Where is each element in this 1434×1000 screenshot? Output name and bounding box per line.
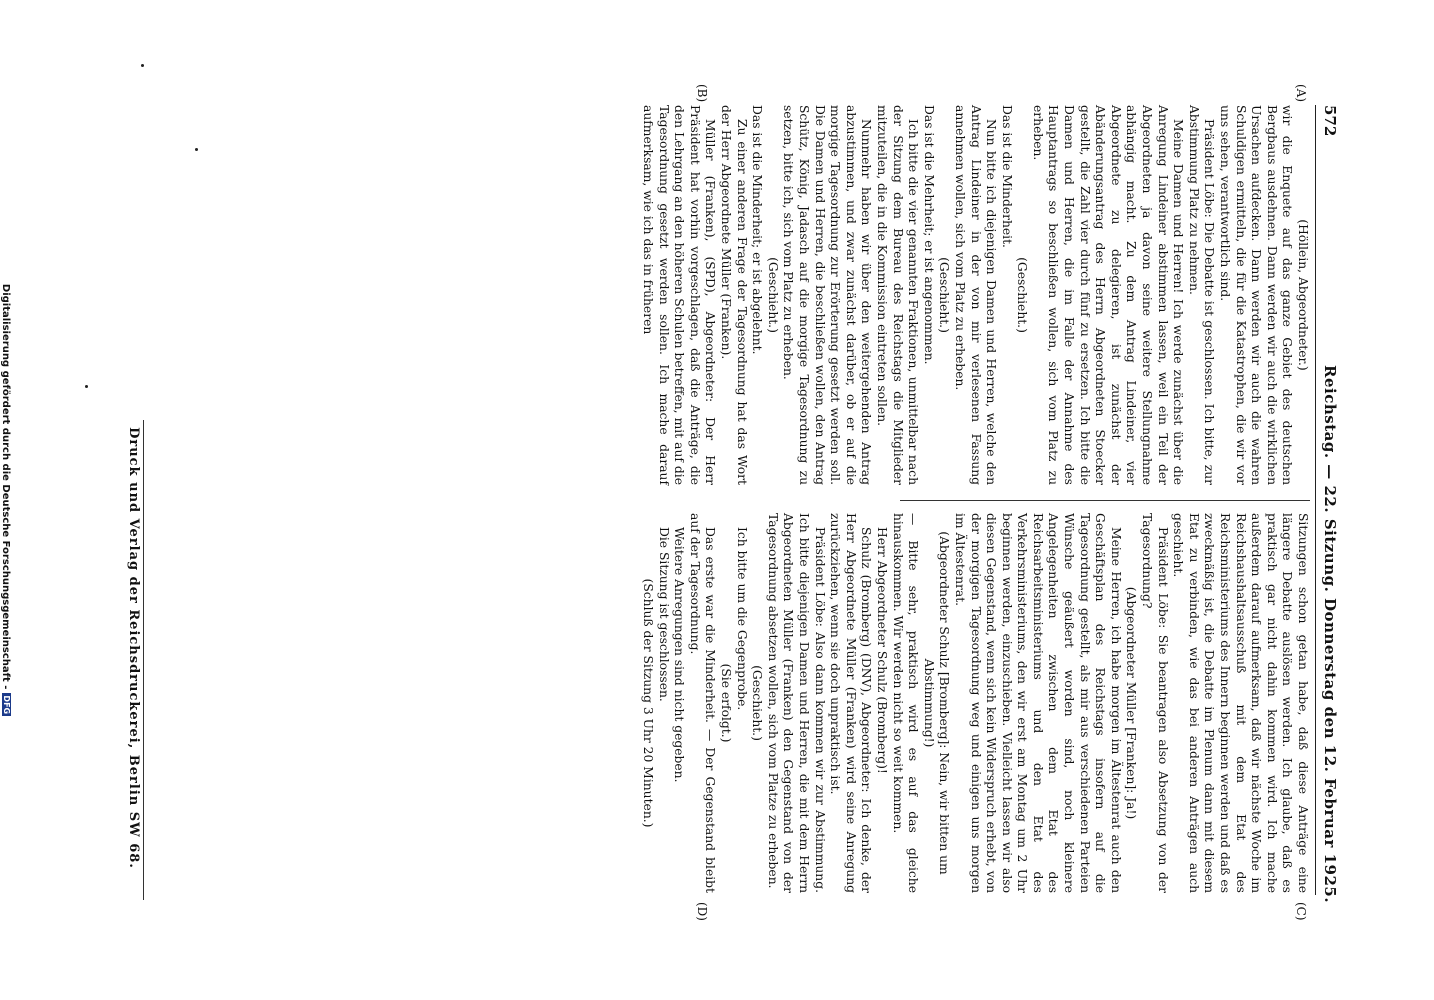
- left-column: [639, 105, 1310, 485]
- paragraph: (Geschieht.): [750, 665, 765, 741]
- paragraph: (Abgeordneter Müller [Franken]: Ja!): [1124, 586, 1139, 820]
- paragraph: Präsident Löbe: Sie beantragen also Absetzung von der Tagesordnung?: [1140, 513, 1170, 893]
- printer-imprint: Druck und Verlag der Reichsdruckerei, Berlin SW 68.: [126, 427, 141, 869]
- paragraph: Präsident Löbe: Also dann kommen wir zur Abstimmung. Ich bitte diejenigen Damen und Herren, die mit dem Herrn Abgeordneten Müller (Franken) den Gegenstand von der Tagesordnung absetzen wollen, sich vom Platze zu erheben.: [765, 513, 827, 893]
- margin-marker-c: (C): [1294, 902, 1308, 921]
- page-number: 572: [1321, 105, 1339, 137]
- paragraph: Müller (Franken), (SPD), Abgeordneter: Der Herr Präsident hat vorhin vorgeschlagen, daß die Anträge, die den Lehrgang an den höheren Schulen betreffen, mit auf die Tagesordnung gesetzt werden sollen. Ich mache darauf aufmerksam, wie ich das in früheren: [641, 105, 718, 485]
- paragraph: wir die Enquete auf das ganze Gebiet des deutschen Bergbaus ausdehnen. Dann werden wir auch die wirklichen Ursachen aufdecken. Dann werden wir auch die wahren Schuldigen ermitteln, die für die Katastrophen, die wir vor uns sehen, verantwortlich sind.: [1218, 105, 1295, 485]
- paragraph: Weitere Anregungen sind nicht gegeben.: [672, 527, 687, 783]
- header-rule: [1315, 105, 1316, 895]
- paragraph: Herr Abgeordneter Schulz (Bromberg)!: [874, 527, 889, 774]
- funding-note: [0, 0, 11, 1000]
- paragraph: Ich bitte um die Gegenprobe.: [734, 527, 749, 711]
- paragraph: — Bitte sehr, praktisch wird es auf das gleiche hinauskommen. Wir werden nicht so weit kommen.: [890, 513, 921, 893]
- paragraph: Meine Herren, ich habe morgen im Ältestenrat auch den Geschäftsplan des Reichstags insofern auf die Tagesordnung gestellt, als mir aus verschiedenen Parteien Wünsche geäußert worden sind, noch kleinere Angelegenheiten zwischen dem Etat des Reichsarbeitsministeriums und den Etat des Verkehrsministeriums, den wir erst am Montag um 2 Uhr beginnen werden, einzuschieben. Vielleicht lassen wir also diesen Gegenstand, wenn sich kein Widerspruch erhebt, von der morgigen Tagesordnung weg und einigen uns morgen im Ältestenrat.: [952, 513, 1123, 893]
- paragraph: Das ist die Minderheit.: [999, 105, 1014, 248]
- page-title: Reichstag. — 22. Sitzung. Donnerstag den 12. Februar 1925.: [1321, 365, 1339, 904]
- right-column: [639, 513, 1310, 893]
- paragraph: Nunmehr haben wir über den weitergehenden Antrag abzustimmen, und zwar zunächst darüber, ob er auf die morgige Tagesordnung zur Erörterung gesetzt werden soll. Die Damen und Herren, die beschließen wollen, den Antrag Schütz, König, Jadasch auf die morgige Tagesordnung zu setzen, bitte ich, sich vom Platz zu erheben.: [781, 105, 874, 485]
- paragraph: (Geschieht.): [1015, 257, 1030, 333]
- scan-speck: [195, 148, 198, 151]
- paragraph: (Geschieht.): [937, 257, 952, 333]
- dfg-logo: DFG: [2, 695, 11, 715]
- paragraph: (Geschieht.): [765, 257, 780, 333]
- paragraph: (Sie erfolgt.): [719, 663, 734, 743]
- paragraph: Nun bitte ich diejenigen Damen und Herren, welche den Antrag Lindeiner in der von mir verlesenen Fassung annehmen wollen, sich vom Platz zu erheben.: [952, 105, 999, 485]
- margin-marker-d: (D): [695, 902, 709, 921]
- paragraph: Präsident Löbe: Die Debatte ist geschlossen. Ich bitte, zur Abstimmung Platz zu nehmen.: [1186, 105, 1217, 485]
- bottom-rule: [143, 420, 144, 900]
- scan-speck: [141, 64, 144, 67]
- paragraph: Meine Damen und Herren! Ich werde zunächst über die Anregung Lindeiner abstimmen lassen, weil ein Teil der Abgeordneten ja davon seine weitere Stellungnahme abhängig macht. Zu dem Antrag Lindeiner, vier Abgeordnete zu delegieren, ist zunächst der Abänderungsantrag des Herrn Abgeordneten Stoecker gestellt, die Zahl vier durch fünf zu ersetzen. Ich bitte die Damen und Herren, die im Falle der Annahme des Hauptantrags so beschließen wollen, sich vom Platz zu erheben.: [1030, 105, 1186, 485]
- paragraph: Schulz (Bromberg) (DNV), Abgeordneter: Ich denke, der Herr Abgeordnete Müller (Franken) wird seine Anregung zurückziehen, wenn sie doch unpraktisch ist.: [828, 513, 874, 893]
- paragraph: (Höllein, Abgeordneter.): [1296, 219, 1310, 371]
- funding-text: Digitalisierung gefördert durch die Deutsche Forschungsgemeinschaft -: [0, 283, 11, 690]
- page-header: [1317, 105, 1339, 904]
- paragraph: Zu einer anderen Frage der Tagesordnung hat das Wort der Herr Abgeordnete Müller (Franken).: [719, 105, 749, 485]
- paragraph: (Abgeordneter Schulz [Bromberg]: Nein, wir bitten um Abstimmung!): [921, 531, 952, 875]
- paragraph: (Schluß der Sitzung 3 Uhr 20 Minuten.): [641, 578, 656, 828]
- paragraph: Das ist die Minderheit; er ist abgelehnt.: [750, 105, 765, 355]
- paragraph: Das erste war die Minderheit. — Der Gegenstand bleibt auf der Tagesordnung.: [687, 513, 718, 893]
- paragraph: Das ist die Mehrheit; er ist angenommen.: [921, 105, 936, 365]
- scan-speck: [85, 385, 88, 388]
- paragraph: Die Sitzung ist geschlossen.: [656, 527, 671, 702]
- paragraph: Sitzungen schon getan habe, daß diese Anträge eine längere Debatte auslösen werden. Ich glaube, daß es praktisch gar nicht dahin kommen wird. Ich mache außerdem darauf aufmerksam, daß wir nächste Woche im Reichshaushaltsausschuß mit dem Etat des Reichsministeriums des Innern beginnen werden und daß es zweckmäßig ist, die Debatte im Plenum dann mit diesem Etat zu verbinden, wie das bei anderen Anträgen auch geschieht.: [1171, 513, 1310, 893]
- column-divider: [900, 500, 1310, 501]
- margin-marker-a: (A): [1294, 84, 1308, 103]
- margin-marker-b: (B): [695, 84, 709, 103]
- paragraph: Ich bitte die vier genannten Fraktionen, unmittelbar nach der Sitzung dem Bureau des Reichstags die Mitglieder mitzuteilen, die in die Kommission eintreten sollen.: [874, 105, 921, 485]
